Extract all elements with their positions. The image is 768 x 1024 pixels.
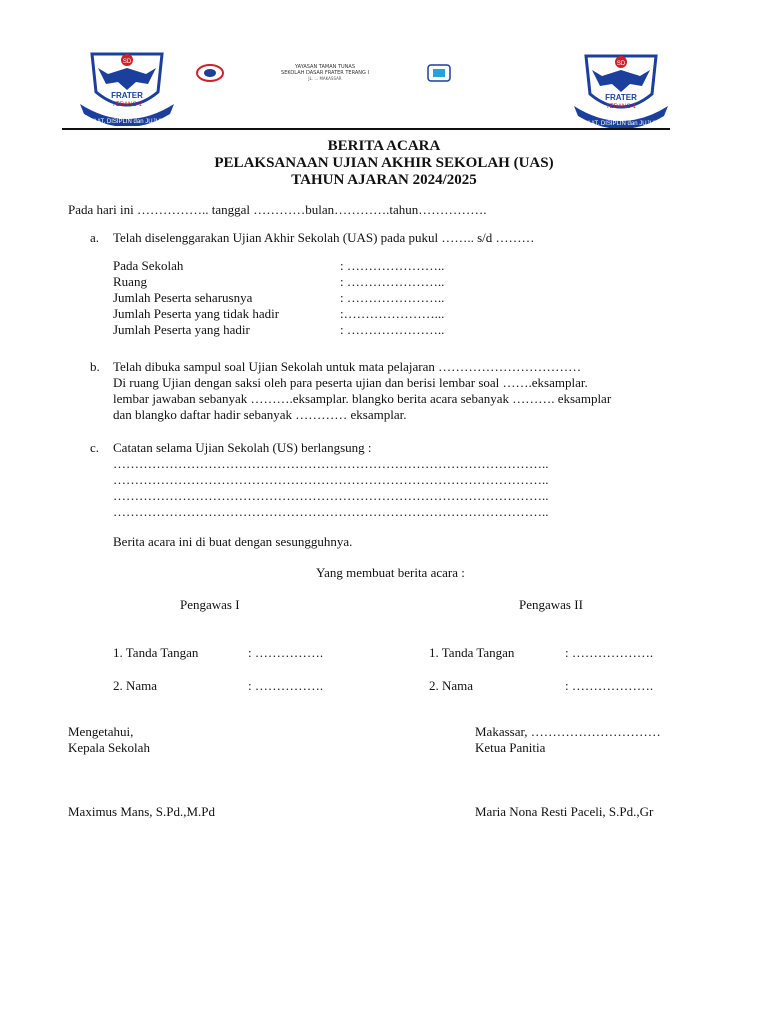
svg-text:TAAT, DISIPLIN dan JUJUR: TAAT, DISIPLIN dan JUJUR [89, 119, 165, 125]
supervisor-2-name-label: 2. Nama [429, 678, 474, 693]
acknowledged-label: Mengetahui, [68, 724, 134, 739]
field-label: Jumlah Peserta seharusnya [113, 290, 253, 305]
section-b-line: lembar jawaban sebanyak ……….eksamplar. blangko berita acara sebanyak ………. eksamplar [113, 391, 612, 406]
notes-line: ……………………………………………………………………………………….. [113, 456, 549, 471]
section-c-text: Catatan selama Ujian Sekolah (US) berlangsung : [113, 440, 372, 455]
field-value: : ………………….. [340, 290, 445, 305]
closing-statement: Berita acara ini di buat dengan sesungguhnya. [113, 534, 353, 549]
field-value: : ………………….. [340, 322, 445, 337]
supervisor-1-name-label: 2. Nama [113, 678, 158, 693]
field-label: Jumlah Peserta yang tidak hadir [113, 306, 280, 321]
section-b-line: dan blangko daftar hadir sebanyak ………… eksamplar. [113, 407, 407, 422]
svg-text:TERANG 1: TERANG 1 [111, 102, 143, 108]
svg-text:FRATER: FRATER [605, 93, 637, 102]
supervisor-1-signature-label: 1. Tanda Tangan [113, 645, 199, 660]
right-school-logo [572, 50, 670, 128]
notes-line: ……………………………………………………………………………………….. [113, 504, 549, 519]
section-a-marker: a. [90, 230, 100, 245]
school-crest-icon [78, 48, 176, 126]
field-label: Ruang [113, 274, 147, 289]
section-a-text: Telah diselenggarakan Ujian Akhir Sekolah (UAS) pada pukul …….. s/d ……… [113, 230, 535, 245]
principal-name: Maximus Mans, S.Pd.,M.Pd [68, 804, 215, 819]
principal-title: Kepala Sekolah [68, 740, 150, 755]
field-value: : ………………….. [340, 258, 445, 273]
svg-text:TAAT, DISIPLIN dan JUJUR: TAAT, DISIPLIN dan JUJUR [583, 121, 659, 127]
left-school-logo [78, 48, 176, 126]
field-label: Jumlah Peserta yang hadir [113, 322, 250, 337]
committee-chair-title: Ketua Panitia [475, 740, 546, 755]
svg-text:SD: SD [122, 59, 132, 65]
notes-line: ……………………………………………………………………………………….. [113, 488, 549, 503]
svg-text:FRATER: FRATER [111, 91, 143, 100]
supervisor-1-title: Pengawas I [180, 597, 240, 612]
document-subtitle: PELAKSANAAN UJIAN AKHIR SEKOLAH (UAS) [214, 155, 554, 171]
svg-text:YAYASAN TAMAN TUNAS: YAYASAN TAMAN TUNAS [295, 64, 355, 70]
section-c-marker: c. [90, 440, 100, 455]
supervisor-2-signature-label: 1. Tanda Tangan [429, 645, 515, 660]
school-crest-icon [572, 50, 670, 128]
supervisor-1-signature-value: : ……………. [248, 645, 324, 660]
svg-text:TERANG 1: TERANG 1 [605, 104, 637, 110]
supervisor-2-name-value: : ………………. [565, 678, 654, 693]
svg-text:SD: SD [616, 61, 626, 67]
supervisor-1-name-value: : ……………. [248, 678, 324, 693]
intro-line: Pada hari ini …………….. tanggal …………bulan………….tahun……………. [68, 202, 487, 217]
header-divider [62, 128, 670, 130]
school-letterhead-banner [196, 62, 454, 84]
field-value: :…………………... [340, 306, 445, 321]
supervisor-2-title: Pengawas II [519, 597, 583, 612]
supervisor-2-signature-value: : ………………. [565, 645, 654, 660]
field-label: Pada Sekolah [113, 258, 184, 273]
svg-text:SEKOLAH DASAR FRATER TERANG I: SEKOLAH DASAR FRATER TERANG I [281, 70, 369, 76]
place-date-line: Makassar, ………………………… [475, 724, 661, 739]
section-b-marker: b. [90, 359, 100, 374]
section-b-line: Di ruang Ujian dengan saksi oleh para peserta ujian dan berisi lembar soal …….eksamplar. [113, 375, 588, 390]
svg-text:JL. ... MAKASSAR: JL. ... MAKASSAR [308, 76, 342, 81]
document-title: BERITA ACARA [327, 138, 441, 154]
field-value: : ………………….. [340, 274, 445, 289]
academic-year: TAHUN AJARAN 2024/2025 [291, 172, 477, 188]
made-by-label: Yang membuat berita acara : [316, 565, 465, 580]
committee-chair-name: Maria Nona Resti Paceli, S.Pd.,Gr [475, 804, 654, 819]
section-b-line: Telah dibuka sampul soal Ujian Sekolah untuk mata pelajaran …………………………… [113, 359, 582, 374]
notes-line: ……………………………………………………………………………………….. [113, 472, 549, 487]
